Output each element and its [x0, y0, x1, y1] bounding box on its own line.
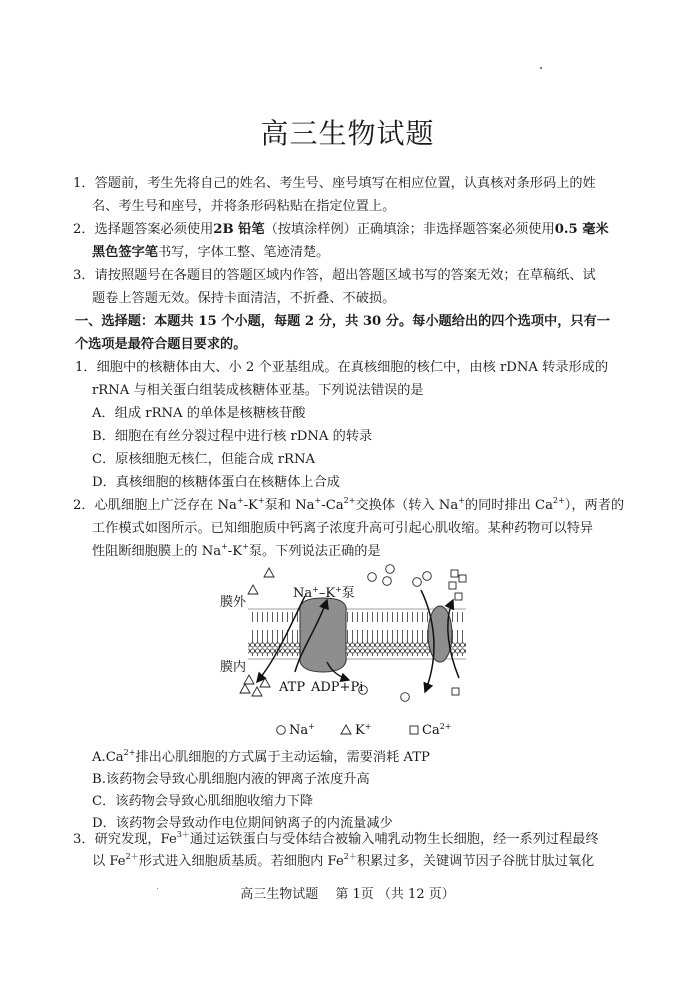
- legend-ca-symbol: [410, 726, 418, 734]
- pen-width-spec: 0.5 毫米: [554, 222, 609, 237]
- atp-label: ATP: [279, 680, 306, 695]
- k-ion-triangle: [264, 568, 274, 577]
- na-ion-circle: [383, 577, 392, 586]
- note-2-line-1: 2．选择题答案必须使用2B 铅笔（按填涂样例）正确填涂；非选择题答案必须使用0.5 毫米: [73, 222, 609, 237]
- k-ion-triangle: [248, 585, 258, 594]
- legend-k-symbol: [341, 725, 351, 734]
- legend-na-symbol: [277, 726, 286, 735]
- pen-type-spec: 黑色签字笔: [92, 245, 158, 260]
- na-ion-circle: [386, 565, 395, 574]
- q3-stem-line-1: 3．研究发现，$Fe^{3+}$通过运铁蛋白与受体结合被输入哺乳动物生长细胞，经一系列过程最终: [73, 830, 599, 847]
- q2-stem-line-1: 2．心肌细胞上广泛存在 Na+-K+泵和 $Na^+-Ca^{2+}$交换体（转入 Na+的同时排出 $Ca^{2+}$），两者的: [73, 496, 625, 513]
- note-1-line-1: 1．答题前，考生先将自己的姓名、考生号、座号填写在相应位置，认真核对条形码上的姓: [73, 176, 596, 191]
- k-ion-triangle: [252, 687, 262, 696]
- q1-option-a: A．组成 rRNA 的单体是核糖核苷酸: [92, 406, 306, 421]
- q2-stem-line-3: 性阻断细胞膜上的 Na+-K+泵。下列说法正确的是: [92, 542, 381, 559]
- q1-option-d: D．真核细胞的核糖体蛋白在核糖体上合成: [92, 475, 340, 490]
- k-ion-triangle: [244, 675, 254, 684]
- q1-stem-line-1: 1．细胞中的核糖体由大、小 2 个亚基组成。在真核细胞的核仁中，由核 rDNA 转录形成的: [75, 360, 609, 375]
- adp-pi-label: ADP+Pi: [311, 680, 364, 695]
- scan-speck: [540, 67, 542, 69]
- na-ion-circle: [413, 578, 422, 587]
- membrane-transport-diagram: [215, 560, 480, 745]
- ca-ion-square: [459, 575, 466, 582]
- section-heading-line-2: 个选项是最符合题目要求的。: [75, 337, 247, 352]
- note-3-line-2: 题卷上答题无效。保持卡面清洁，不折叠、不破损。: [92, 291, 396, 306]
- outside-label: 膜外: [220, 595, 247, 610]
- q1-option-c: C．原核细胞无核仁，但能合成 rRNA: [92, 452, 316, 467]
- page-footer: 高三生物试题 第 1页 （共 12 页）: [240, 887, 455, 902]
- note-2-line-2: 黑色签字笔书写，字体工整、笔迹清楚。: [92, 245, 330, 260]
- ca-ion-square: [452, 688, 459, 695]
- q2-option-a: $A.Ca^{2+}$排出心肌细胞的方式属于主动运输，需要消耗 ATP: [92, 748, 430, 765]
- section-heading-line-1: 一、选择题：本题共 15 个小题，每题 2 分，共 30 分。每小题给出的四个选项中，只有一: [75, 314, 610, 329]
- q2-stem-line-2: 工作模式如图所示。已知细胞质中钙离子浓度升高可引起心肌收缩。某种药物可以特异: [92, 521, 594, 536]
- na-ion-circle: [368, 573, 377, 582]
- note-1-line-2: 名、考生号和座号，并将条形码粘贴在指定位置上。: [92, 199, 396, 214]
- ca-ion-square: [455, 593, 462, 600]
- q2-option-c: C．该药物会导致心肌细胞收缩力下降: [92, 794, 314, 809]
- q1-option-b: B．细胞在有丝分裂过程中进行核 rDNA 的转录: [92, 429, 373, 444]
- legend-ca-label: $Ca^{2+}$: [422, 722, 452, 738]
- na-ion-circle: [401, 693, 410, 702]
- na-k-pump-label: Na+–K+泵: [293, 585, 355, 601]
- legend-na-label: Na+: [289, 722, 315, 738]
- q1-stem-line-2: rRNA 与相关蛋白组装成核糖体亚基。下列说法错误的是: [92, 383, 424, 398]
- na-ion-circle: [423, 572, 432, 581]
- k-ion-triangle: [240, 684, 250, 693]
- k-ion-triangle: [260, 678, 270, 687]
- page-title: 高三生物试题: [260, 117, 435, 150]
- ca-ion-square: [449, 582, 456, 589]
- q3-stem-line-2: 以 $Fe^{2+}$形式进入细胞质基质。若细胞内 $Fe^{2+}$积累过多，关键调节因子谷胱甘肽过氧化: [92, 852, 595, 869]
- legend-k-label: K+: [355, 722, 372, 738]
- note-3-line-1: 3．请按照题号在各题目的答题区域内作答，超出答题区域书写的答案无效；在草稿纸、试: [73, 268, 596, 283]
- q2-option-b: B.该药物会导致心肌细胞内液的钾离子浓度升高: [92, 772, 370, 787]
- inside-label: 膜内: [220, 660, 247, 675]
- pencil-spec: 2B 铅笔: [213, 222, 265, 237]
- q2-option-d: D．该药物会导致动作电位期间钠离子的内流量减少: [92, 816, 393, 831]
- ca-ion-square: [451, 570, 458, 577]
